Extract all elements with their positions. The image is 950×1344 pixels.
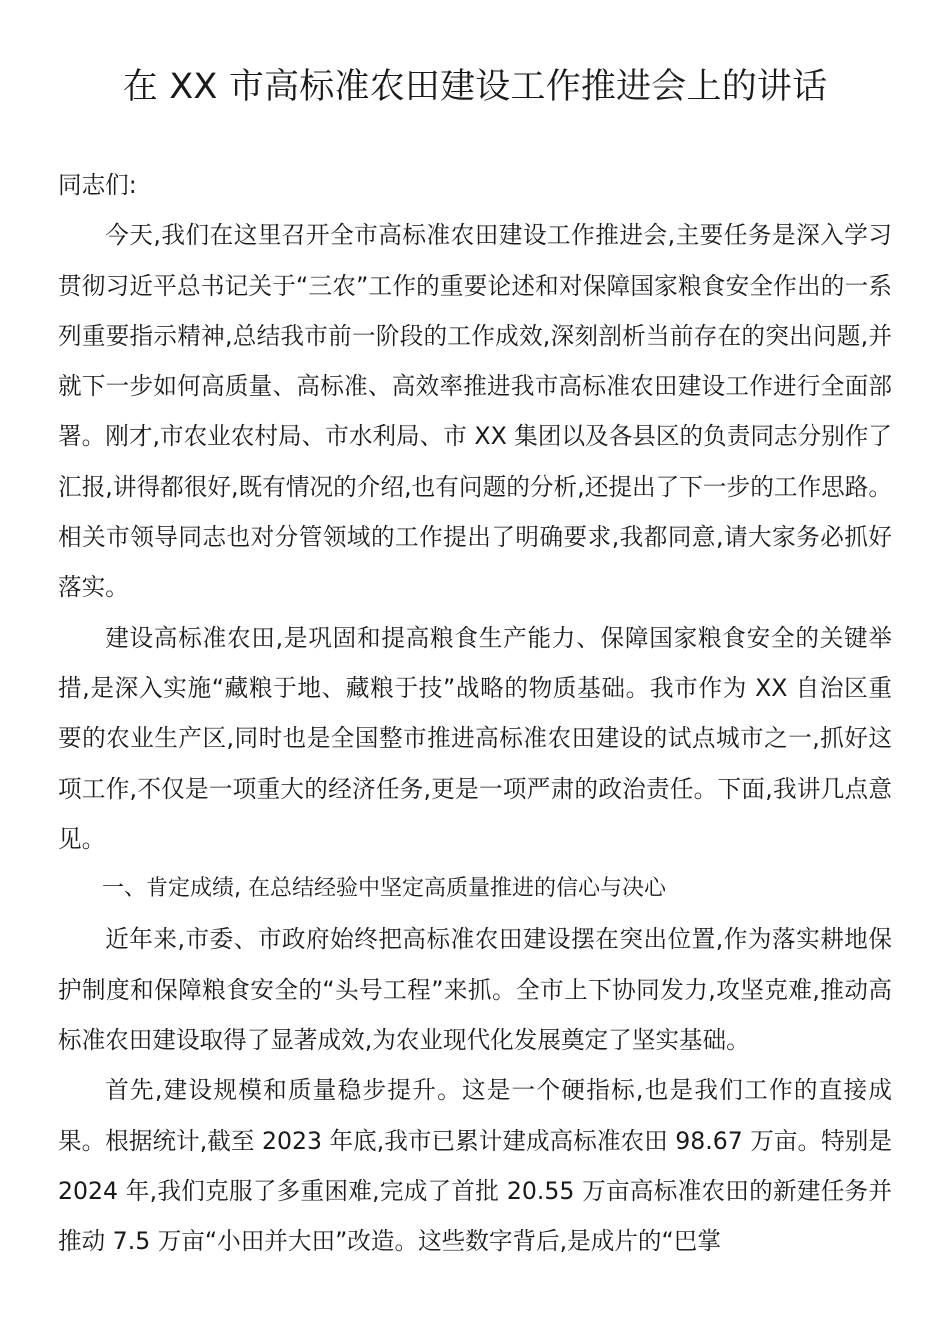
document-body	[58, 160, 892, 1267]
paragraph: 今天,我们在这里召开全市高标准农田建设工作推进会,主要任务是深入学习贯彻习近平总书记关于“三农”工作的重要论述和对保障国家粮食安全作出的一系列重要指示精神,总结我市前一阶段的工作成效,深刻剖析当前存在的突出问题,并就下一步如何高质量、高标准、高效率推进我市高标准农田建设工作进行全面部署。刚才,市农业农村局、市水利局、市 XX 集团以及各县区的负责同志分别作了汇报,讲得都很好,既有情况的介绍,也有问题的分析,还提出了下一步的工作思路。相关市领导同志也对分管领域的工作提出了明确要求,我都同意,请大家务必抓好落实。	[58, 221, 892, 602]
section-heading: 一、肯定成绩, 在总结经验中坚定高质量推进的信心与决心	[102, 876, 666, 902]
paragraph: 建设高标准农田,是巩固和提高粮食生产能力、保障国家粮食安全的关键举措,是深入实施“藏粮于地、藏粮于技”战略的物质基础。我市作为 XX 自治区重要的农业生产区,同时也是全国整市推进高标准农田建设的试点城市之一,抓好这项工作,不仅是一项重大的经济任务,更是一项严肃的政治责任。下面,我讲几点意见。	[58, 623, 892, 853]
salutation: 同志们:	[58, 171, 137, 199]
paragraph: 首先,建设规模和质量稳步提升。这是一个硬指标,也是我们工作的直接成果。根据统计,截至 2023 年底,我市已累计建成高标准农田 98.67 万亩。特别是 2024 年,我们克服了多重困难,完成了首批 20.55 万亩高标准农田的新建任务并推动 7.5 万亩“小田并大田”改造。这些数字背后,是成片的“巴掌	[58, 1076, 892, 1256]
paragraph: 近年来,市委、市政府始终把高标准农田建设摆在突出位置,作为落实耕地保护制度和保障粮食安全的“头号工程”来抓。全市上下协同发力,攻坚克难,推动高标准农田建设取得了显著成效,为农业现代化发展奠定了坚实基础。	[58, 925, 892, 1055]
document-title: 在 XX 市高标准农田建设工作推进会上的讲话	[122, 67, 828, 107]
